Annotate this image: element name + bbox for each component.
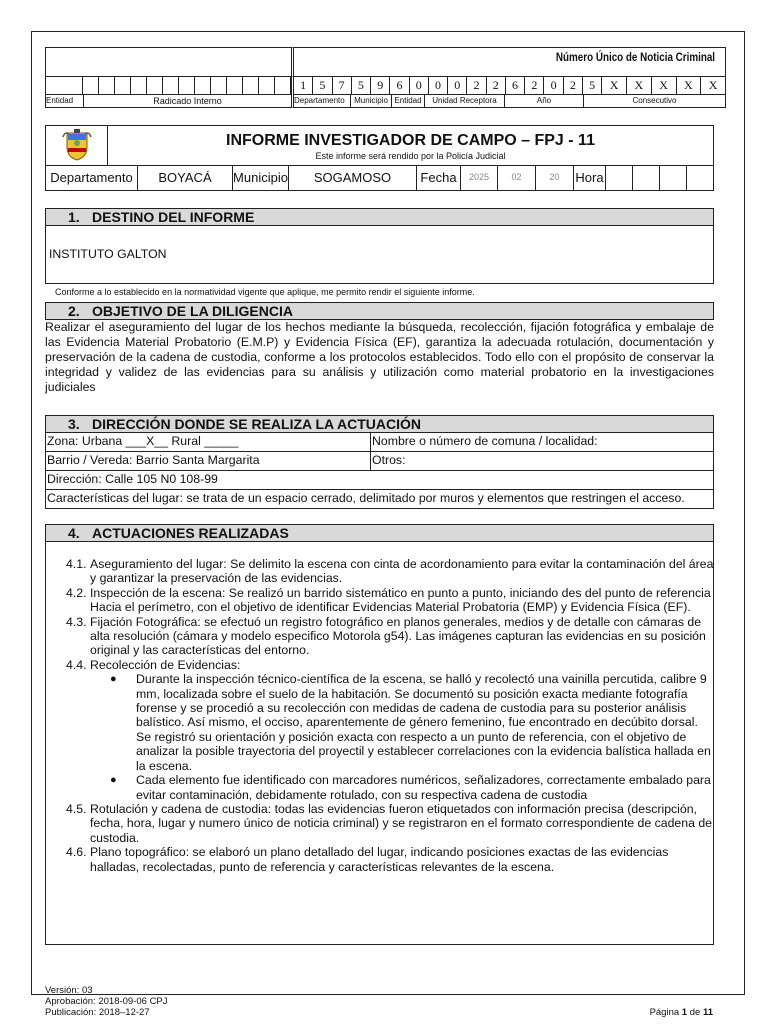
page-number (650, 1007, 713, 1018)
section-number: 3. (68, 416, 80, 432)
direccion-table (45, 432, 714, 509)
entidad-cell (45, 77, 82, 95)
section-number: 2. (68, 303, 80, 319)
objetivo-text: Realizar el aseguramiento del lugar de los hechos mediante la búsqueda, recolección, fijación fotográfica y embalaje de las Evidencia Material Probatorio (E.M.P) y Evidencia Física (EF), garantiza la adecuada rotulación, documentación y preservación de la cadena de custodia, conforme a los protocolos establecidos. Todo ello con el propósito de conservar la integridad y validez de las evidencias para su análisis y utilización como material probatorio en la investigaciones judiciales (45, 320, 714, 394)
footer-version: Versión: 03 (45, 985, 93, 996)
item-text: Hacia el perímetro, con el objetivo de identificar Evidencias Material Probatoria (EMP) y Evidencia Física (EF). (90, 600, 691, 615)
item-text: Rotulación y cadena de custodia: todas las evidencias fueron etiquetados con información precisa (descripción, fecha, hora, lugar y numero único de noticia criminal) y se registraron en el formato correspondiente de cadena de custodia. (90, 801, 713, 845)
header-nunc-box (291, 47, 726, 77)
section-title: DIRECCIÓN DONDE SE REALIZA LA ACTUACIÓN (92, 416, 421, 432)
nunc-digit[interactable]: 9 (370, 77, 389, 95)
cell (114, 77, 130, 95)
nunc-digit[interactable]: 5 (312, 77, 331, 95)
item-number: 4.2. (66, 585, 87, 600)
list-item (66, 586, 714, 600)
nunc-digit[interactable]: 7 (332, 77, 351, 95)
legal-note: Conforme a lo establecido en la normatividad vigente que aplique, me permito rendir el siguiente informe. (55, 287, 475, 297)
section-number: 1. (68, 209, 80, 225)
hora-cell[interactable] (633, 166, 660, 190)
section-3-header (45, 415, 714, 433)
list-item (66, 600, 714, 614)
report-title: INFORME INVESTIGADOR DE CAMPO – FPJ - 11 (226, 132, 595, 149)
hora-cell[interactable] (606, 166, 633, 190)
nunc-digit[interactable]: 2 (486, 77, 505, 95)
item-number: 4.1. (66, 557, 87, 571)
cell (178, 77, 194, 95)
footer-meta (45, 985, 168, 1018)
bullet-text: Cada elemento fue identificado con marcadores numéricos, señalizadores, correctamente embalado para evitar contaminación, debidamente rotulado, con su respectiva cadena de custodia (136, 773, 711, 802)
cell (258, 77, 274, 95)
label-unidad: Unidad Receptora (424, 95, 504, 108)
nunc-digit[interactable]: 0 (543, 77, 562, 95)
cell (274, 77, 291, 95)
cell (210, 77, 226, 95)
municipio-label: Municipio (233, 166, 289, 190)
list-item (66, 802, 714, 845)
nunc-digits (291, 77, 726, 95)
item-text: Plano topográfico: se elaboró un plano detallado del lugar, indicando posiciones exactas de las evidencias halladas, recolectadas, punto de referencia y características relevantes de la escena. (90, 845, 669, 874)
direccion-field[interactable]: Dirección: Calle 105 N0 108-99 (46, 471, 714, 490)
consecutivo-digit[interactable]: X (601, 77, 626, 95)
section-number: 4. (68, 525, 80, 541)
label-anio: Año (504, 95, 583, 108)
cell (130, 77, 146, 95)
label-entidad2: Entidad (391, 95, 424, 108)
page-of: de (689, 1007, 701, 1018)
item-text: Recolección de Evidencias: (90, 657, 241, 672)
otros-field[interactable]: Otros: (371, 452, 714, 471)
municipio-value[interactable]: SOGAMOSO (289, 166, 417, 190)
list-item (66, 557, 714, 586)
item-text: Aseguramiento del lugar: Se delimito la escena con cinta de acordonamiento para evitar la contaminación del área y garantizar la preservación de las evidencias. (90, 557, 714, 586)
bullet-text: Durante la inspección técnico-científica de la escena, se halló y recolectó una vainilla percutida, calibre 9 mm, localizada sobre el suelo de la habitación. Se documentó su posición exacta mediante fotografía forense y se procedió a su recolección con medidas de cadena de custodia para su posterior análisis balístico. Así mismo, el occiso, aparentemente de género femenino, fue encontrado en decúbito dorsal. Se registró su orientación y posición exacta con respecto a un punto de referencia, con el objetivo de analizar la posible trayectoria del proyectil y establecer correlaciones con la evidencia balística hallada en la escena. (136, 672, 711, 773)
cell (242, 77, 258, 95)
departamento-value[interactable]: BOYACÁ (138, 166, 233, 190)
cell (82, 77, 98, 95)
fecha-day[interactable]: 20 (536, 166, 574, 190)
nunc-title: Número Único de Noticia Criminal (555, 50, 715, 64)
nunc-digit[interactable]: 0 (447, 77, 466, 95)
hora-cell[interactable] (660, 166, 687, 190)
bullet-item (110, 672, 714, 773)
item-number: 4.6. (66, 845, 87, 860)
coat-of-arms-logo (46, 126, 108, 165)
consecutivo-digit[interactable]: X (626, 77, 651, 95)
section-title: ACTUACIONES REALIZADAS (92, 525, 289, 541)
section-1-header (45, 208, 714, 226)
bullet-icon: ● (110, 774, 117, 787)
label-radicado: Radicado Interno (83, 95, 291, 108)
nunc-digit[interactable]: 2 (466, 77, 485, 95)
nunc-digit[interactable]: 5 (351, 77, 370, 95)
fecha-year[interactable]: 2025 (461, 166, 498, 190)
barrio-field[interactable]: Barrio / Vereda: Barrio Santa Margarita (46, 452, 371, 471)
destino-box[interactable] (45, 226, 714, 284)
hora-cell[interactable] (687, 166, 713, 190)
label-entidad: Entidad (45, 95, 83, 108)
section-title: OBJETIVO DE LA DILIGENCIA (92, 303, 293, 319)
nunc-digit[interactable]: 2 (524, 77, 543, 95)
destino-value: INSTITUTO GALTON (49, 247, 167, 261)
bullet-icon: ● (110, 673, 117, 686)
consecutivo-digit[interactable]: X (676, 77, 701, 95)
consecutivo-digit[interactable]: X (700, 77, 726, 95)
bullet-item (110, 773, 714, 802)
item-number: 4.3. (66, 614, 87, 629)
page-prefix: Página (649, 1007, 680, 1018)
item-number (66, 600, 90, 614)
hora-label: Hora (574, 166, 606, 190)
label-consecutivo: Consecutivo (583, 95, 726, 108)
nunc-digit[interactable]: 1 (294, 77, 312, 95)
header-labels (45, 95, 726, 108)
item-number: 4.5. (66, 801, 87, 816)
comuna-field[interactable]: Nombre o número de comuna / localidad: (371, 433, 714, 452)
list-item (66, 845, 714, 874)
label-municipio: Municipio (350, 95, 391, 108)
actuaciones-list (66, 557, 714, 874)
cell (226, 77, 242, 95)
departamento-label: Departamento (46, 166, 138, 190)
shield-icon (60, 129, 94, 163)
nunc-digit[interactable]: 2 (563, 77, 582, 95)
label-departamento: Departamento (291, 95, 350, 108)
header-blank-left (45, 47, 291, 77)
item-text: Inspección de la escena: Se realizó un barrido sistemático en punto a punto, iniciando des del punto de referencia (90, 585, 711, 600)
section-2-header (45, 302, 714, 320)
consecutivo-digit[interactable]: X (651, 77, 676, 95)
fecha-label: Fecha (417, 166, 461, 190)
cell (162, 77, 178, 95)
nunc-digit[interactable]: 6 (389, 77, 408, 95)
page-total: 11 (702, 1007, 713, 1018)
zona-field[interactable]: Zona: Urbana ___X__ Rural _____ (46, 433, 371, 452)
cell (194, 77, 210, 95)
cell (146, 77, 162, 95)
footer-aprobacion: Aprobación: 2018-09-06 CPJ (45, 996, 168, 1007)
item-text: Fijación Fotográfica: se efectuó un registro fotográfico en planos generales, medios y de detalle con cámaras de alta resolución (cámara y modelo especifico Motorola g54). Las imágenes capturan las evidencias en su posición original y las características del entorno. (90, 614, 706, 658)
footer-publicacion: Publicación: 2018–12-27 (45, 1007, 150, 1018)
fecha-month[interactable]: 02 (498, 166, 536, 190)
report-subtitle: Este informe será rendido por la Policía Judicial (315, 151, 506, 161)
section-4-header (45, 524, 714, 542)
radicado-cells (45, 77, 291, 95)
title-block (45, 125, 714, 191)
cell (98, 77, 114, 95)
nunc-digit[interactable]: 0 (428, 77, 447, 95)
nunc-digit[interactable]: 6 (505, 77, 524, 95)
nunc-header (45, 47, 726, 108)
item-number: 4.4. (66, 657, 87, 672)
list-item (66, 615, 714, 658)
nunc-digit[interactable]: 0 (409, 77, 428, 95)
nunc-digit[interactable]: 5 (582, 77, 601, 95)
page-current: 1 (681, 1007, 688, 1018)
list-item (66, 658, 714, 672)
caracteristicas-field[interactable]: Características del lugar: se trata de un espacio cerrado, delimitado por muros y elementos que restringen el acceso. (46, 490, 714, 509)
section-title: DESTINO DEL INFORME (92, 209, 255, 225)
